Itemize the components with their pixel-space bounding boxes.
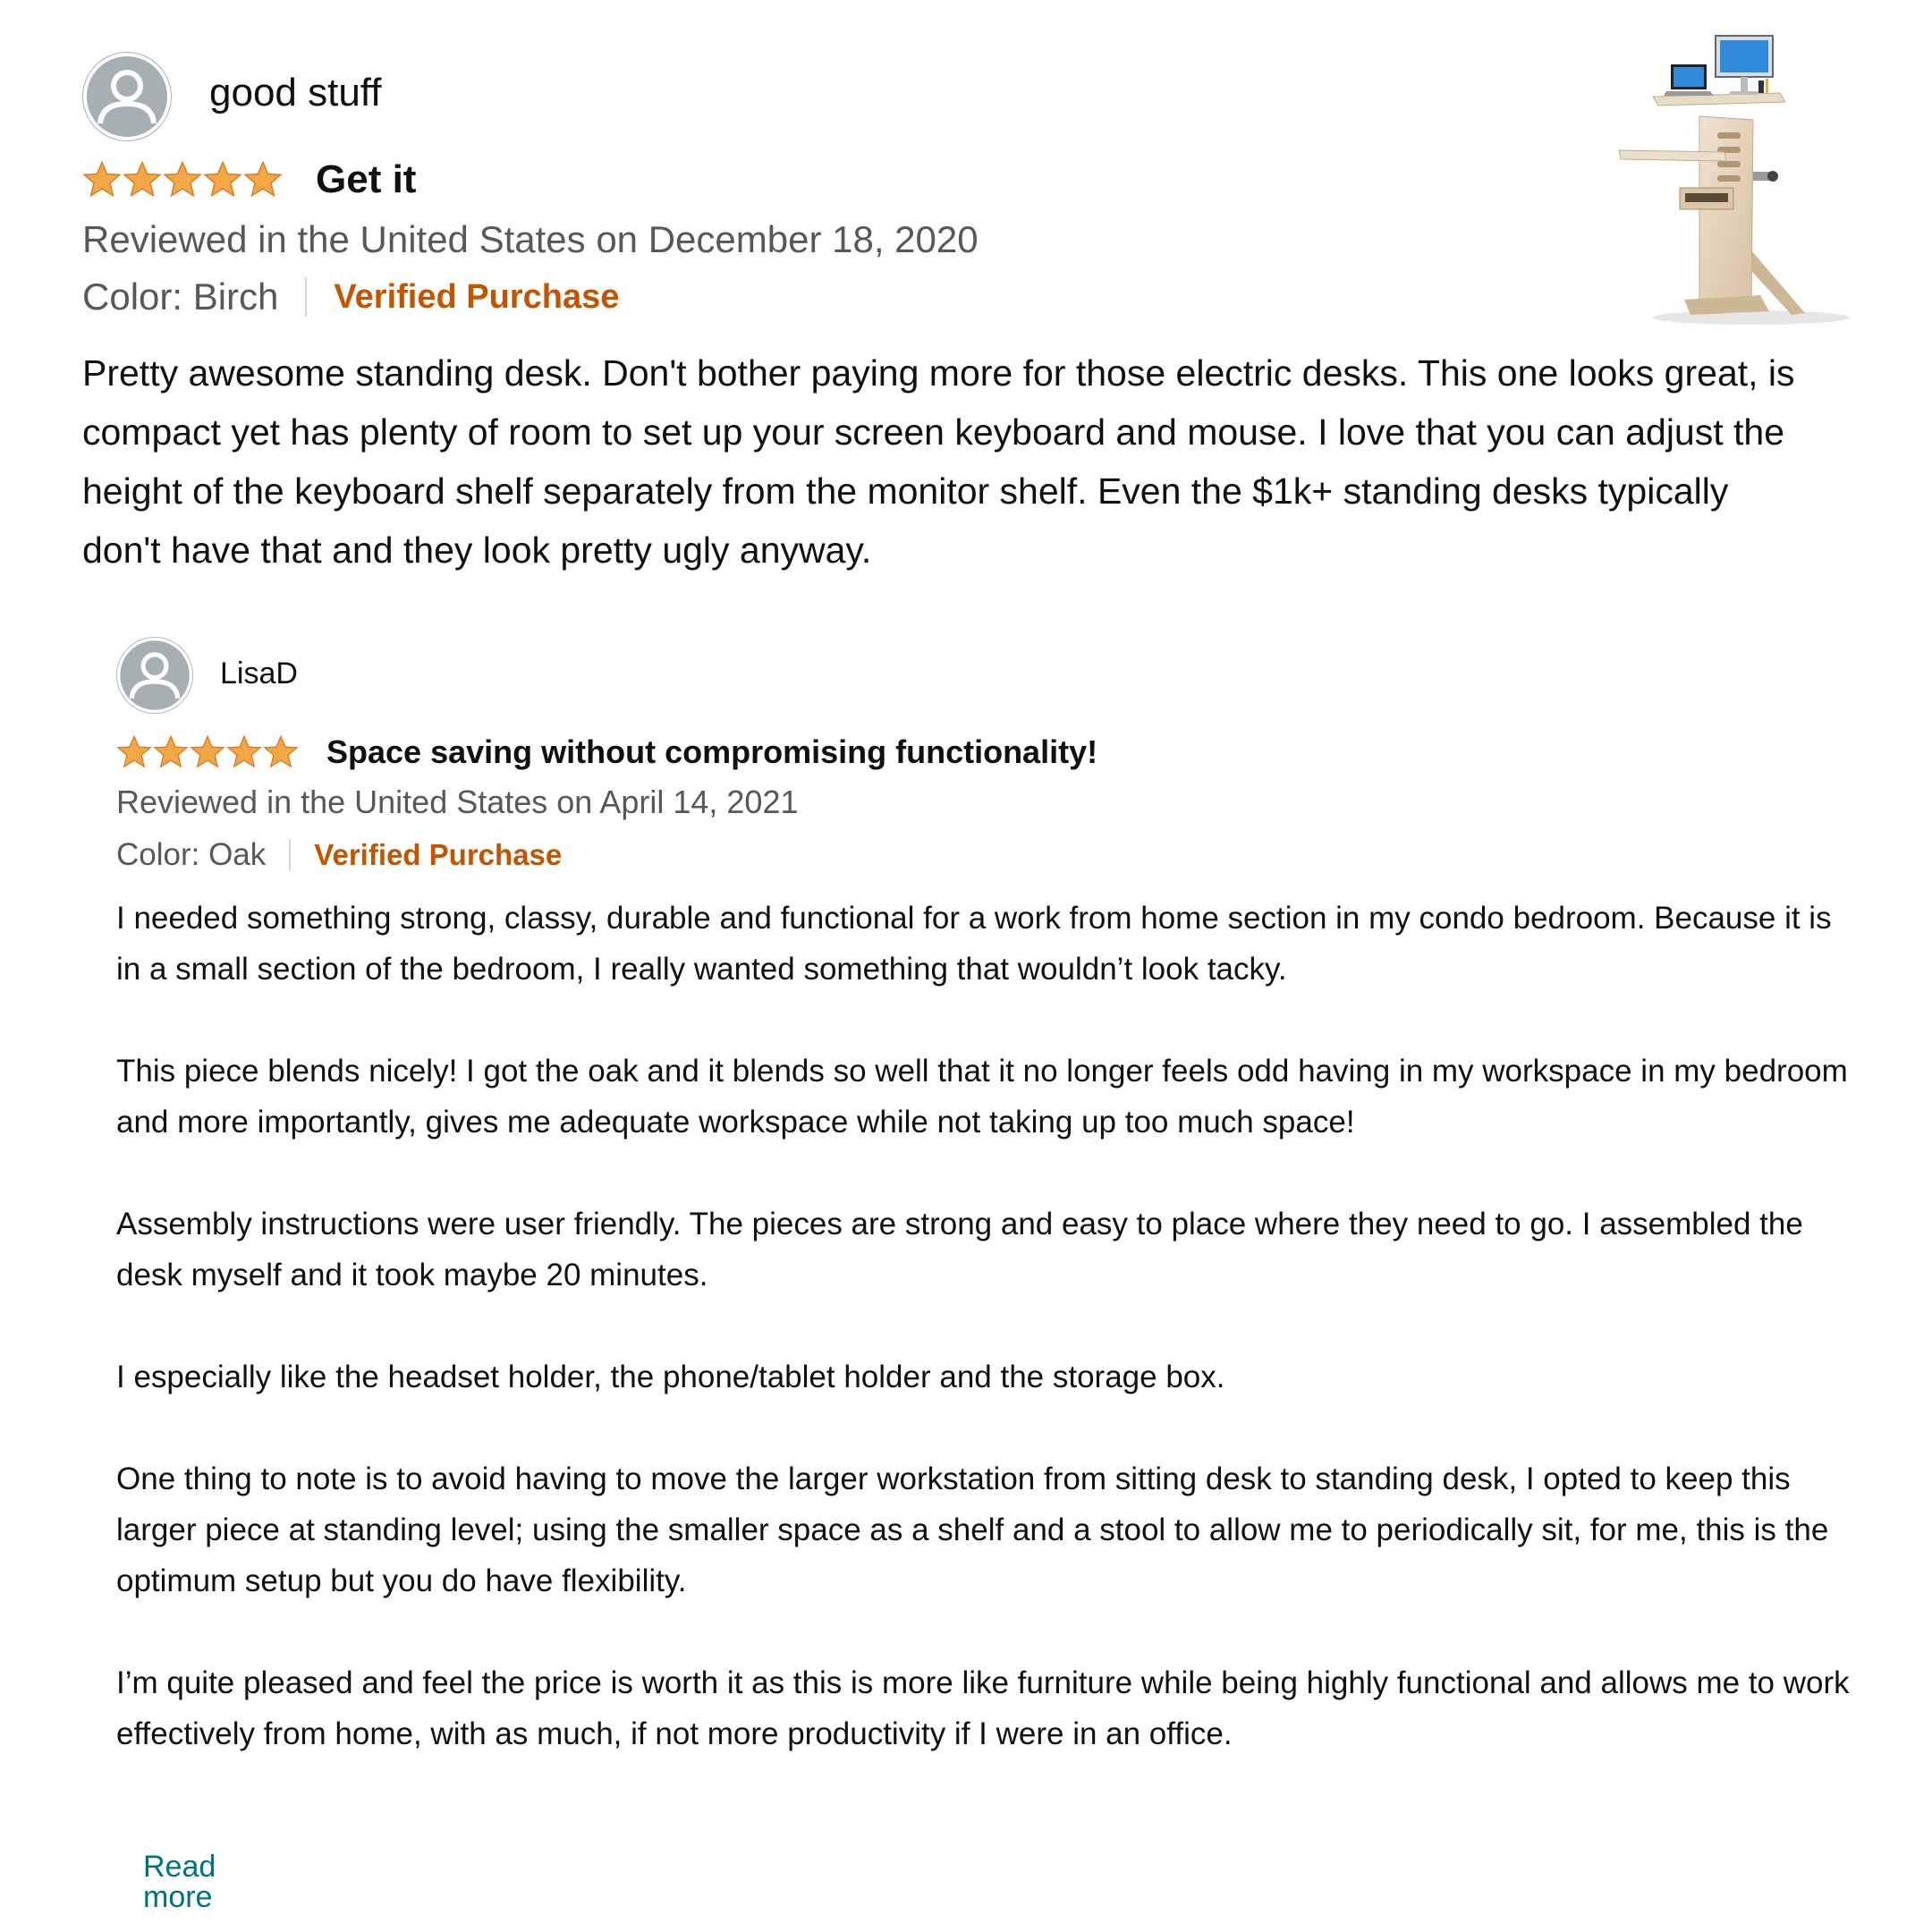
rating-row [82, 157, 1835, 202]
review-body: Pretty awesome standing desk. Don't bother paying more for those electric desks. This one looks great, is compact yet has plenty of room to set up your screen keyboard and mouse. I love that you can adjust the height of the keyboard shelf separately from the monitor shelf. Even the $1k+ standing desks typically don't have that and they look pretty ugly anyway. [82, 352, 1795, 571]
review-body [116, 893, 1852, 1759]
review-paragraph: Assembly instructions were user friendly. The pieces are strong and easy to place where they need to go. I assembled the desk myself and it took maybe 20 minutes. [116, 1207, 1803, 1292]
review-paragraph: I’m quite pleased and feel the price is worth it as this is more like furniture while being highly functional and allows me to work effectively from home, with as much, if not more productivity if I were in an office. [116, 1665, 1850, 1751]
review-meta [116, 837, 1860, 873]
reviewer-name[interactable]: LisaD [220, 656, 298, 691]
star-rating[interactable] [116, 735, 300, 769]
star-filled-icon [263, 735, 299, 769]
star-filled-icon [116, 735, 152, 769]
review-card [82, 52, 1835, 580]
verified-purchase-badge: Verified Purchase [314, 838, 563, 871]
reviewer-name[interactable]: good stuff [209, 71, 382, 114]
review-title[interactable]: Space saving without compromising functionality! [326, 733, 1098, 770]
star-filled-icon [243, 161, 283, 199]
star-filled-icon [163, 161, 202, 199]
meta-divider [289, 839, 291, 871]
reviewer-profile[interactable] [116, 637, 1860, 714]
review-date: Reviewed in the United States on April 14, 2021 [116, 784, 799, 820]
review-title[interactable]: Get it [316, 157, 417, 201]
review-paragraph: This piece blends nicely! I got the oak and it blends so well that it no longer feels odd having in my workspace in my bedroom and more importantly, gives me adequate workspace while not taking up too much space! [116, 1054, 1848, 1140]
star-filled-icon [190, 735, 225, 769]
read-more-label[interactable]: Read more [143, 1850, 216, 1914]
star-filled-icon [153, 735, 189, 769]
meta-divider [305, 277, 307, 317]
user-silhouette-icon [116, 637, 193, 714]
star-filled-icon [226, 735, 262, 769]
read-more-link[interactable] [143, 1850, 277, 1914]
review-paragraph: I especially like the headset holder, the phone/tablet holder and the storage box. [116, 1360, 1225, 1394]
verified-purchase-badge: Verified Purchase [334, 277, 620, 316]
review-meta [82, 275, 1835, 318]
review-card [116, 637, 1860, 1759]
star-rating[interactable] [82, 161, 284, 199]
user-silhouette-icon [82, 52, 172, 141]
star-filled-icon [203, 161, 242, 199]
review-date: Reviewed in the United States on December 18, 2020 [82, 218, 979, 260]
product-variant[interactable]: Color: Birch [82, 275, 279, 318]
review-paragraph: One thing to note is to avoid having to move the larger workstation from sitting desk to standing desk, I opted to keep this larger piece at standing level; using the smaller space as a shelf and a stool to allow me to periodically sit, for me, this is the optimum setup but you do have flexibility. [116, 1462, 1829, 1598]
star-filled-icon [82, 161, 122, 199]
review-paragraph: I needed something strong, classy, durable and functional for a work from home section in my condo bedroom. Because it is in a small section of the bedroom, I really wanted something that wouldn’t look tacky. [116, 901, 1832, 987]
product-variant[interactable]: Color: Oak [116, 837, 267, 872]
star-filled-icon [123, 161, 162, 199]
rating-row [116, 733, 1860, 771]
reviewer-profile[interactable] [82, 52, 1835, 141]
